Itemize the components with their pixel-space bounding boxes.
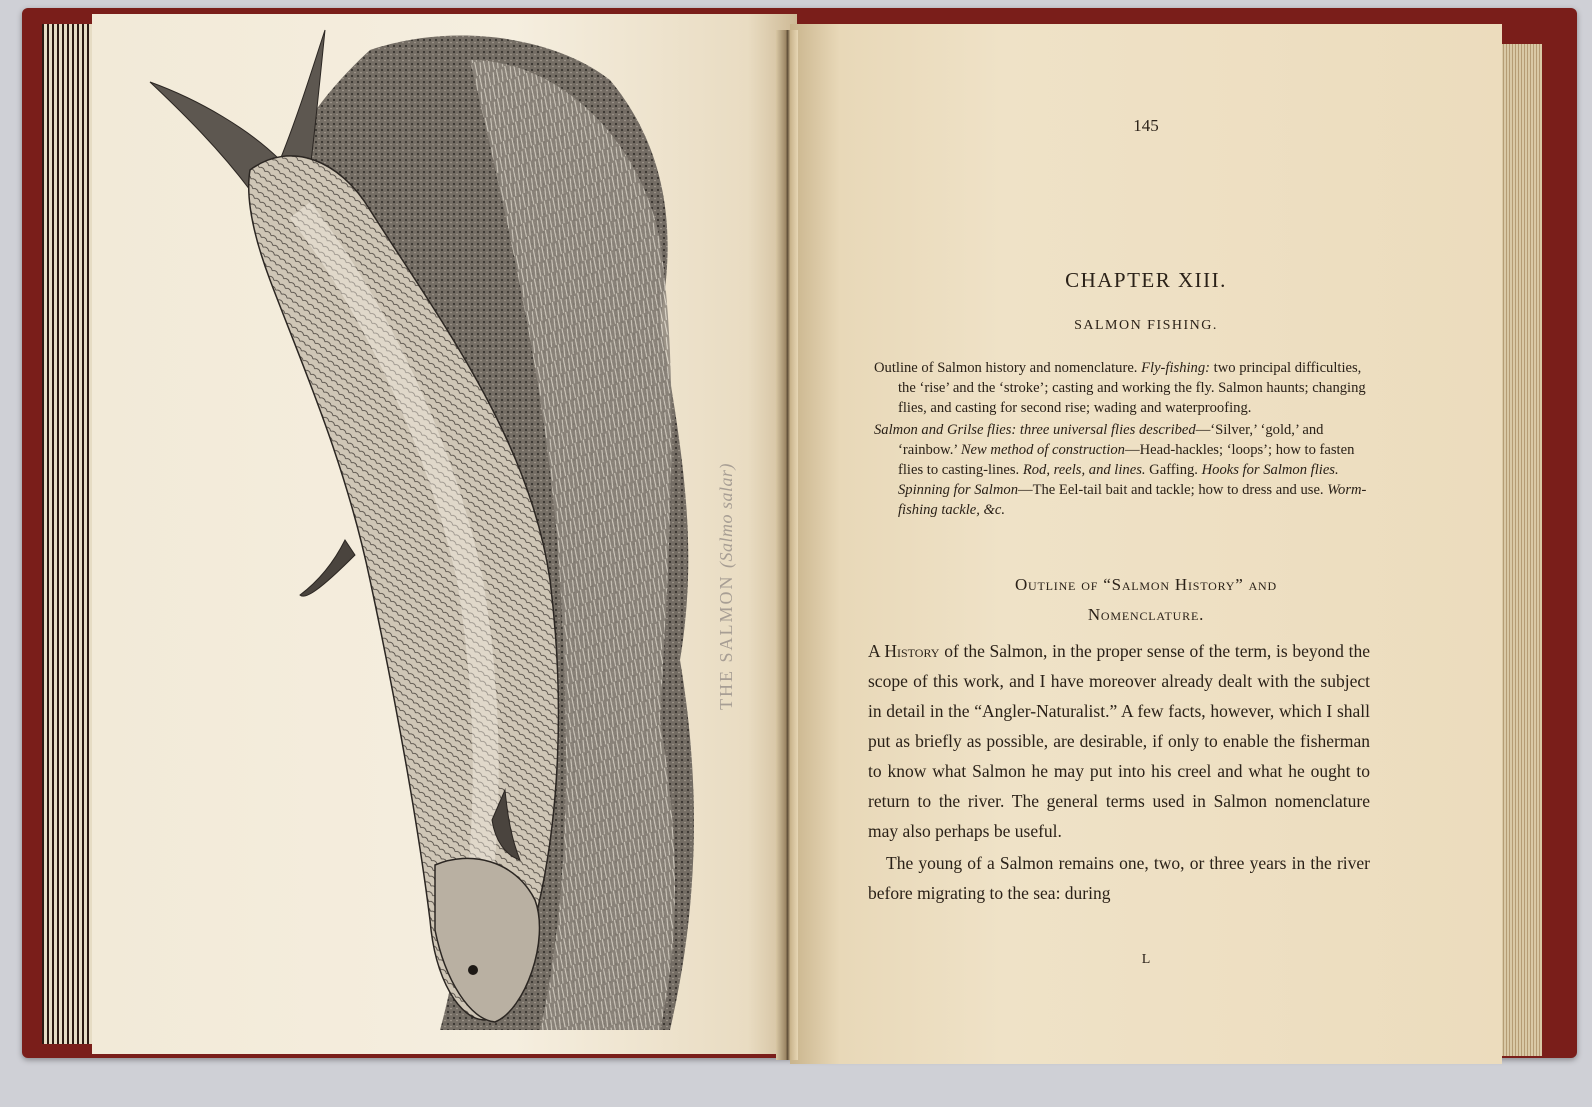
- summary-italic: Spinning for Salmon: [898, 482, 1018, 498]
- summary-italic: Worm-fishing tackle, &c.: [898, 482, 1367, 518]
- summary-italic: Rod, reels, and lines.: [1022, 462, 1146, 478]
- caption-main: THE SALMON: [716, 574, 736, 710]
- summary-paragraph: [874, 420, 1374, 520]
- chapter-subtitle: SALMON FISHING.: [1074, 318, 1218, 333]
- salmon-engraving: [140, 20, 710, 1050]
- right-page-edges: [1498, 44, 1542, 1056]
- summary-paragraph: [874, 358, 1374, 418]
- signature-mark: L: [1141, 952, 1151, 967]
- section-title-line: Nomenclature.: [1087, 605, 1205, 624]
- summary-text: two principal difficulties, the ‘rise’ and the ‘stroke’; casting and working the fly. Salmon haunts; changing flies, and casting for second rise; wading and waterproofing.: [898, 360, 1366, 416]
- body-paragraph: The young of a Salmon remains one, two, or three years in the river before migrating to the sea: during: [868, 853, 1370, 903]
- summary-text: —Head-hackles; ‘loops’; how to fasten flies to casting-lines.: [898, 442, 1355, 478]
- summary-italic: Fly-fishing:: [1141, 360, 1214, 376]
- chapter-title: CHAPTER XIII.: [1065, 268, 1227, 292]
- page-number: 145: [1133, 116, 1159, 135]
- plate-caption: [716, 463, 737, 710]
- section-title: [790, 570, 1502, 630]
- summary-text: —‘Silver,’ ‘gold,’ and ‘rainbow.’: [898, 422, 1324, 458]
- body-text: [868, 636, 1370, 908]
- summary-italic: New method of construction: [960, 442, 1125, 458]
- caption-latin: (Salmo salar): [716, 463, 736, 568]
- summary-text: —The Eel-tail bait and tackle; how to dress and use.: [1018, 482, 1328, 498]
- summary-italic: Hooks for Salmon flies.: [1201, 462, 1339, 478]
- summary-italic: Salmon and Grilse flies: three universal flies described: [874, 422, 1196, 438]
- chapter-summary: [874, 358, 1374, 522]
- summary-text: Gaffing.: [1145, 462, 1202, 478]
- body-paragraph: [868, 636, 1370, 846]
- paragraph-text: of the Salmon, in the proper sense of the term, is beyond the scope of this work, and I have moreover already dealt with the subject in detail in the “Angler-Naturalist.” A few facts, however, which I shall put as briefly as possible, are desirable, if only to enable the fisherman to know what Salmon he may put into his creel and what he ought to return to the river. The general terms used in Salmon nomenclature may also perhaps be useful.: [868, 641, 1370, 841]
- lead-in-smallcaps: A History: [868, 641, 940, 661]
- book-gutter: [776, 30, 798, 1060]
- right-page: [790, 24, 1502, 1064]
- summary-text: Outline of Salmon history and nomenclature.: [874, 360, 1142, 376]
- section-title-line: Outline of “Salmon History” and: [1014, 575, 1277, 594]
